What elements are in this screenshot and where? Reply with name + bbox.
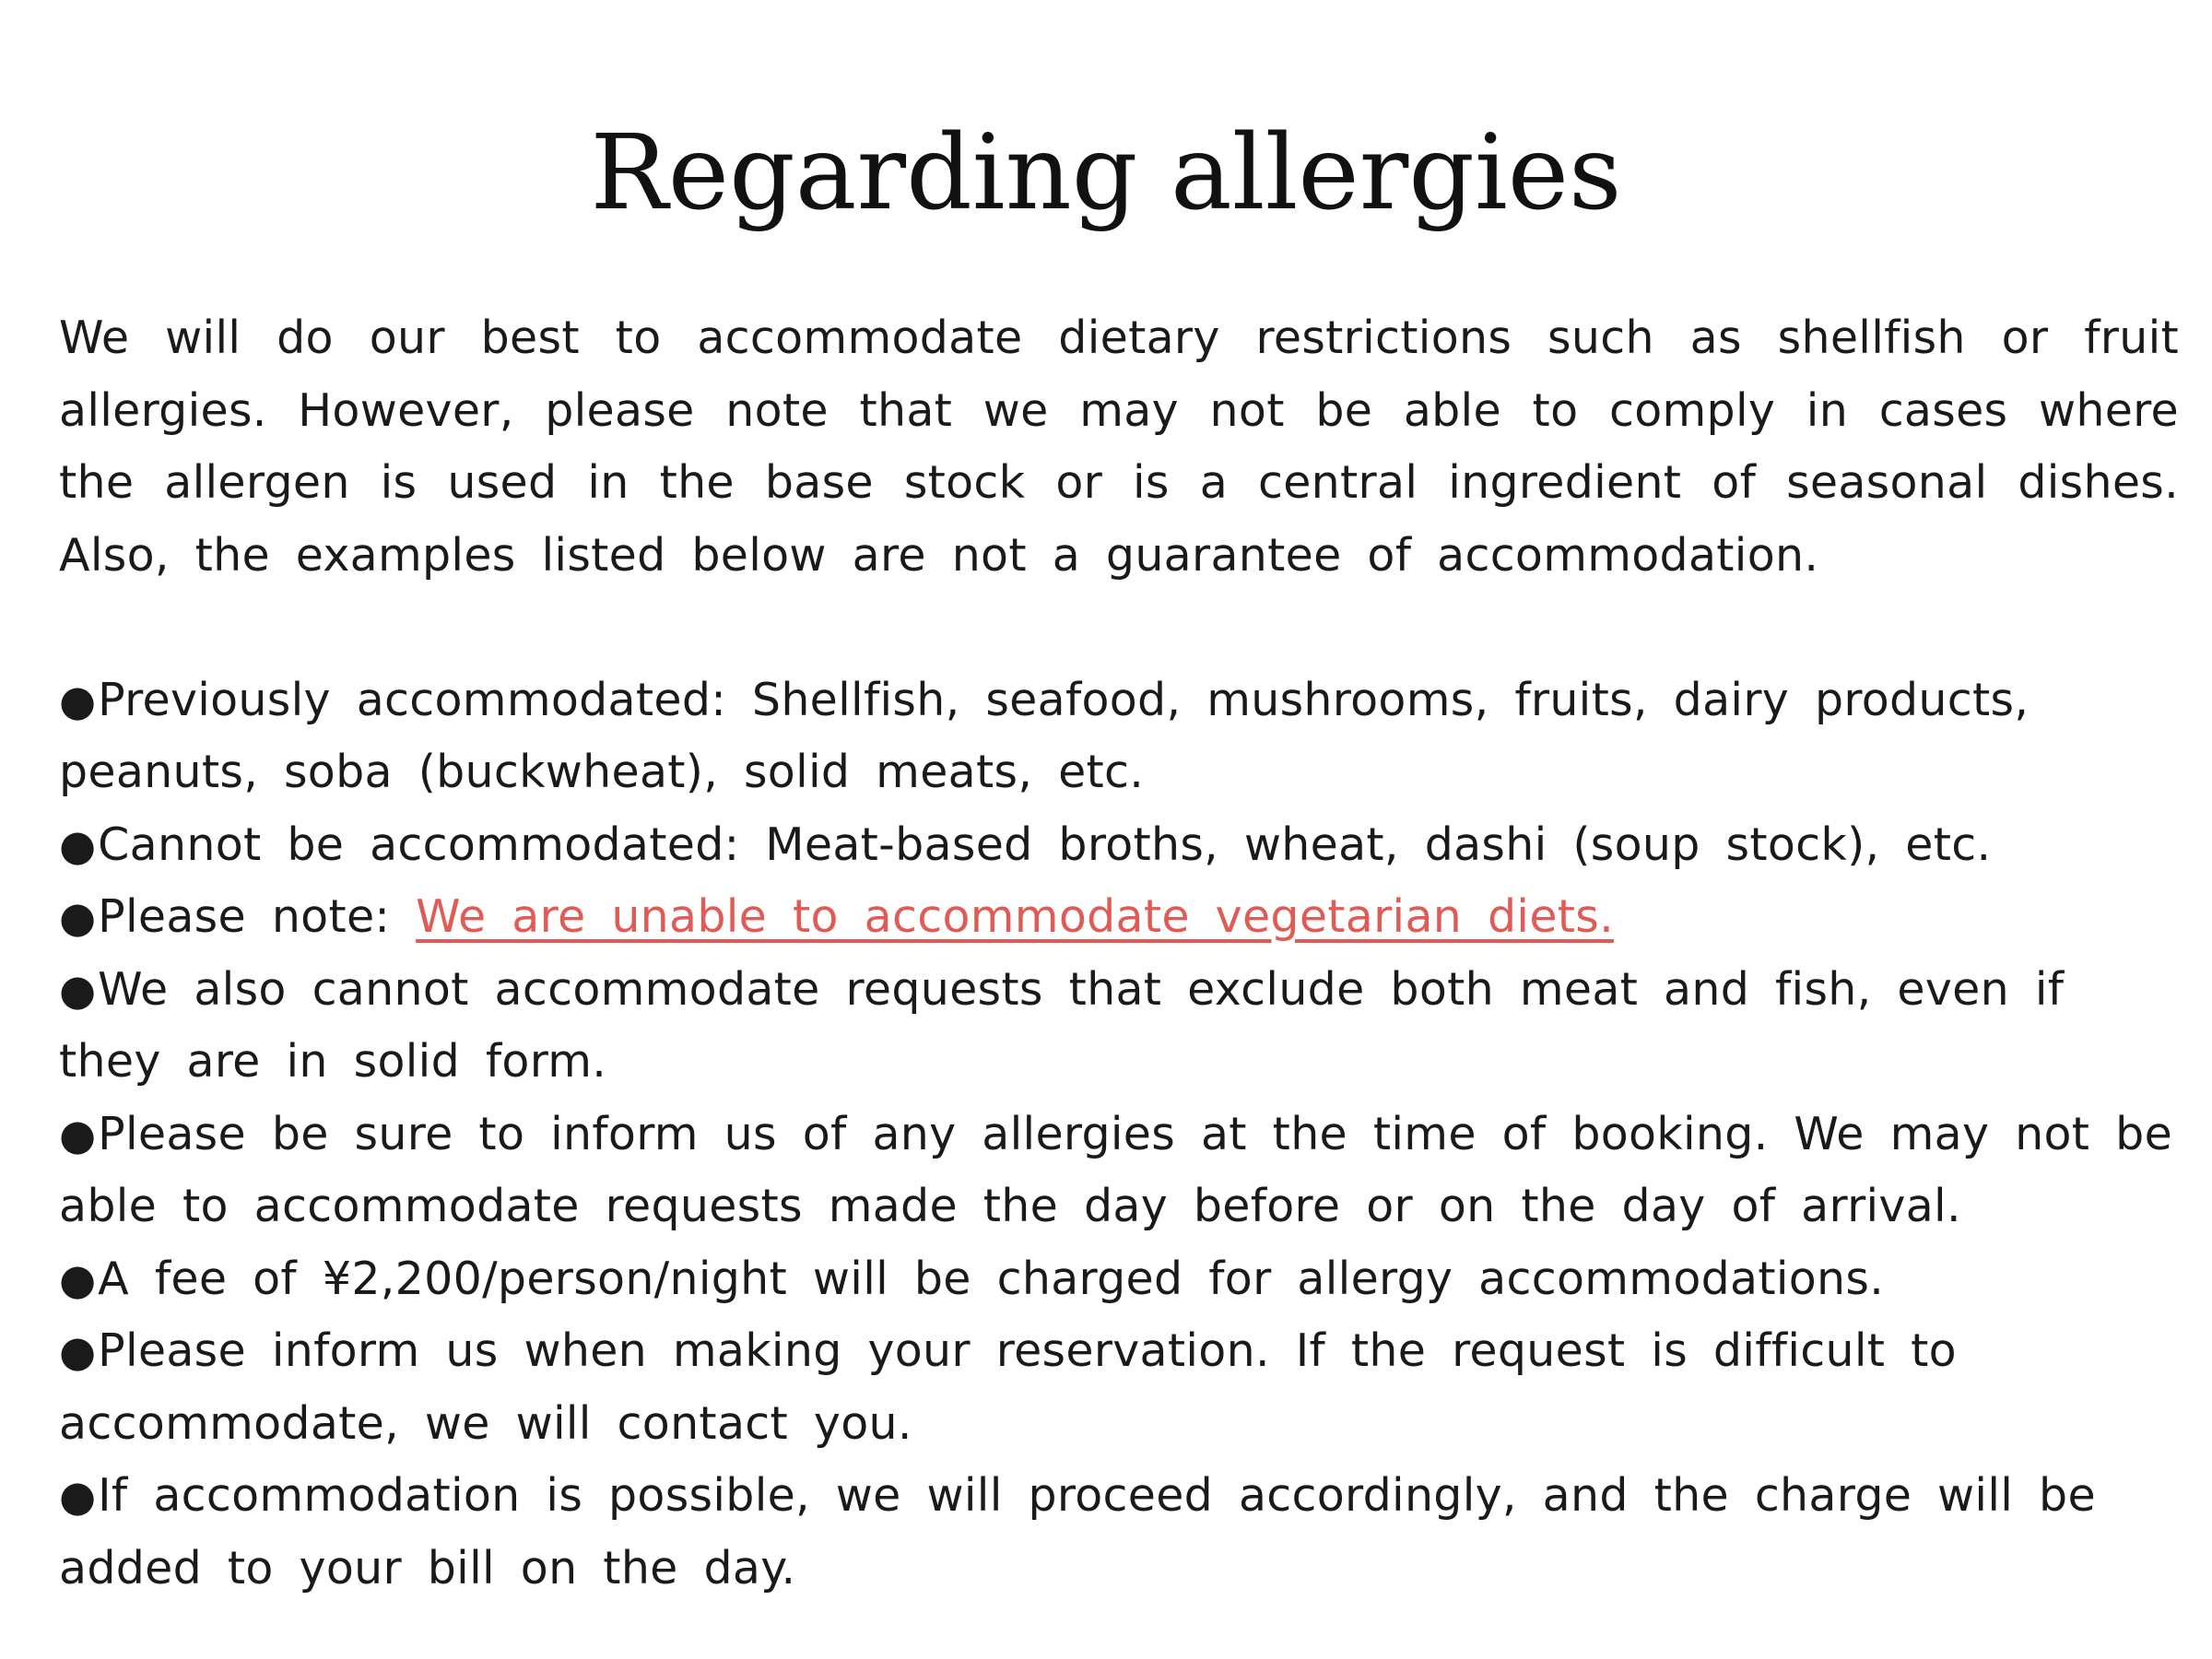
list-item-meat-and-fish xyxy=(59,954,2179,1099)
list-item-text: We also cannot accommodate requests that exclude both meat and fish, even if they are in solid form. xyxy=(59,962,2065,1088)
list-item-text: Please inform us when making your reservation. If the request is difficult to accommodate, we will contact you. xyxy=(59,1324,1957,1450)
list-item-text: Cannot be accommodated: Meat-based broths, wheat, dashi (soup stock), etc. xyxy=(98,818,1992,871)
paragraph-spacer xyxy=(59,592,2179,665)
bullet-icon: ● xyxy=(59,964,97,1015)
bullet-icon: ● xyxy=(59,819,97,870)
bullet-icon: ● xyxy=(59,1326,97,1376)
list-item-inform-at-booking xyxy=(59,1099,2179,1243)
vegetarian-warning: We are unable to accommodate vegetarian diets. xyxy=(416,890,1614,943)
page-title: Regarding allergies xyxy=(590,113,1622,233)
list-item-text: Previously accommodated: Shellfish, seafood, mushrooms, fruits, dairy products, peanuts, soba (buckwheat), solid meats, etc. xyxy=(59,673,2030,798)
list-item-text: Please be sure to inform us of any allergies at the time of booking. We may not be able to accommodate requests made the day before or on the day of arrival. xyxy=(59,1107,2173,1232)
list-item-charge-added xyxy=(59,1460,2179,1605)
list-item-fee xyxy=(59,1243,2179,1316)
bullet-icon: ● xyxy=(59,1109,97,1159)
list-item-previously-accommodated xyxy=(59,665,2179,809)
list-item-text: Please note: xyxy=(98,890,417,943)
list-item-text: A fee of ¥2,200/person/night will be charged for allergy accommodations. xyxy=(98,1252,1885,1305)
list-item-cannot-accommodate xyxy=(59,809,2179,882)
list-item-please-note xyxy=(59,881,2179,954)
list-item-inform-reservation xyxy=(59,1315,2179,1460)
bullet-icon: ● xyxy=(59,892,97,942)
list-item-text: If accommodation is possible, we will proceed accordingly, and the charge will be added to your bill on the day. xyxy=(59,1469,2096,1594)
allergy-notice-body xyxy=(59,302,2179,1605)
bullet-icon: ● xyxy=(59,1253,97,1304)
intro-paragraph: We will do our best to accommodate dietary restrictions such as shellfish or fruit allergies. However, please note that we may not be able to comply in cases where the allergen is used in the base stock or is a central ingredient of seasonal dishes. Also, the examples listed below are not a guarantee of accommodation. xyxy=(59,312,2179,582)
bullet-icon: ● xyxy=(59,1471,97,1521)
bullet-icon: ● xyxy=(59,675,97,725)
